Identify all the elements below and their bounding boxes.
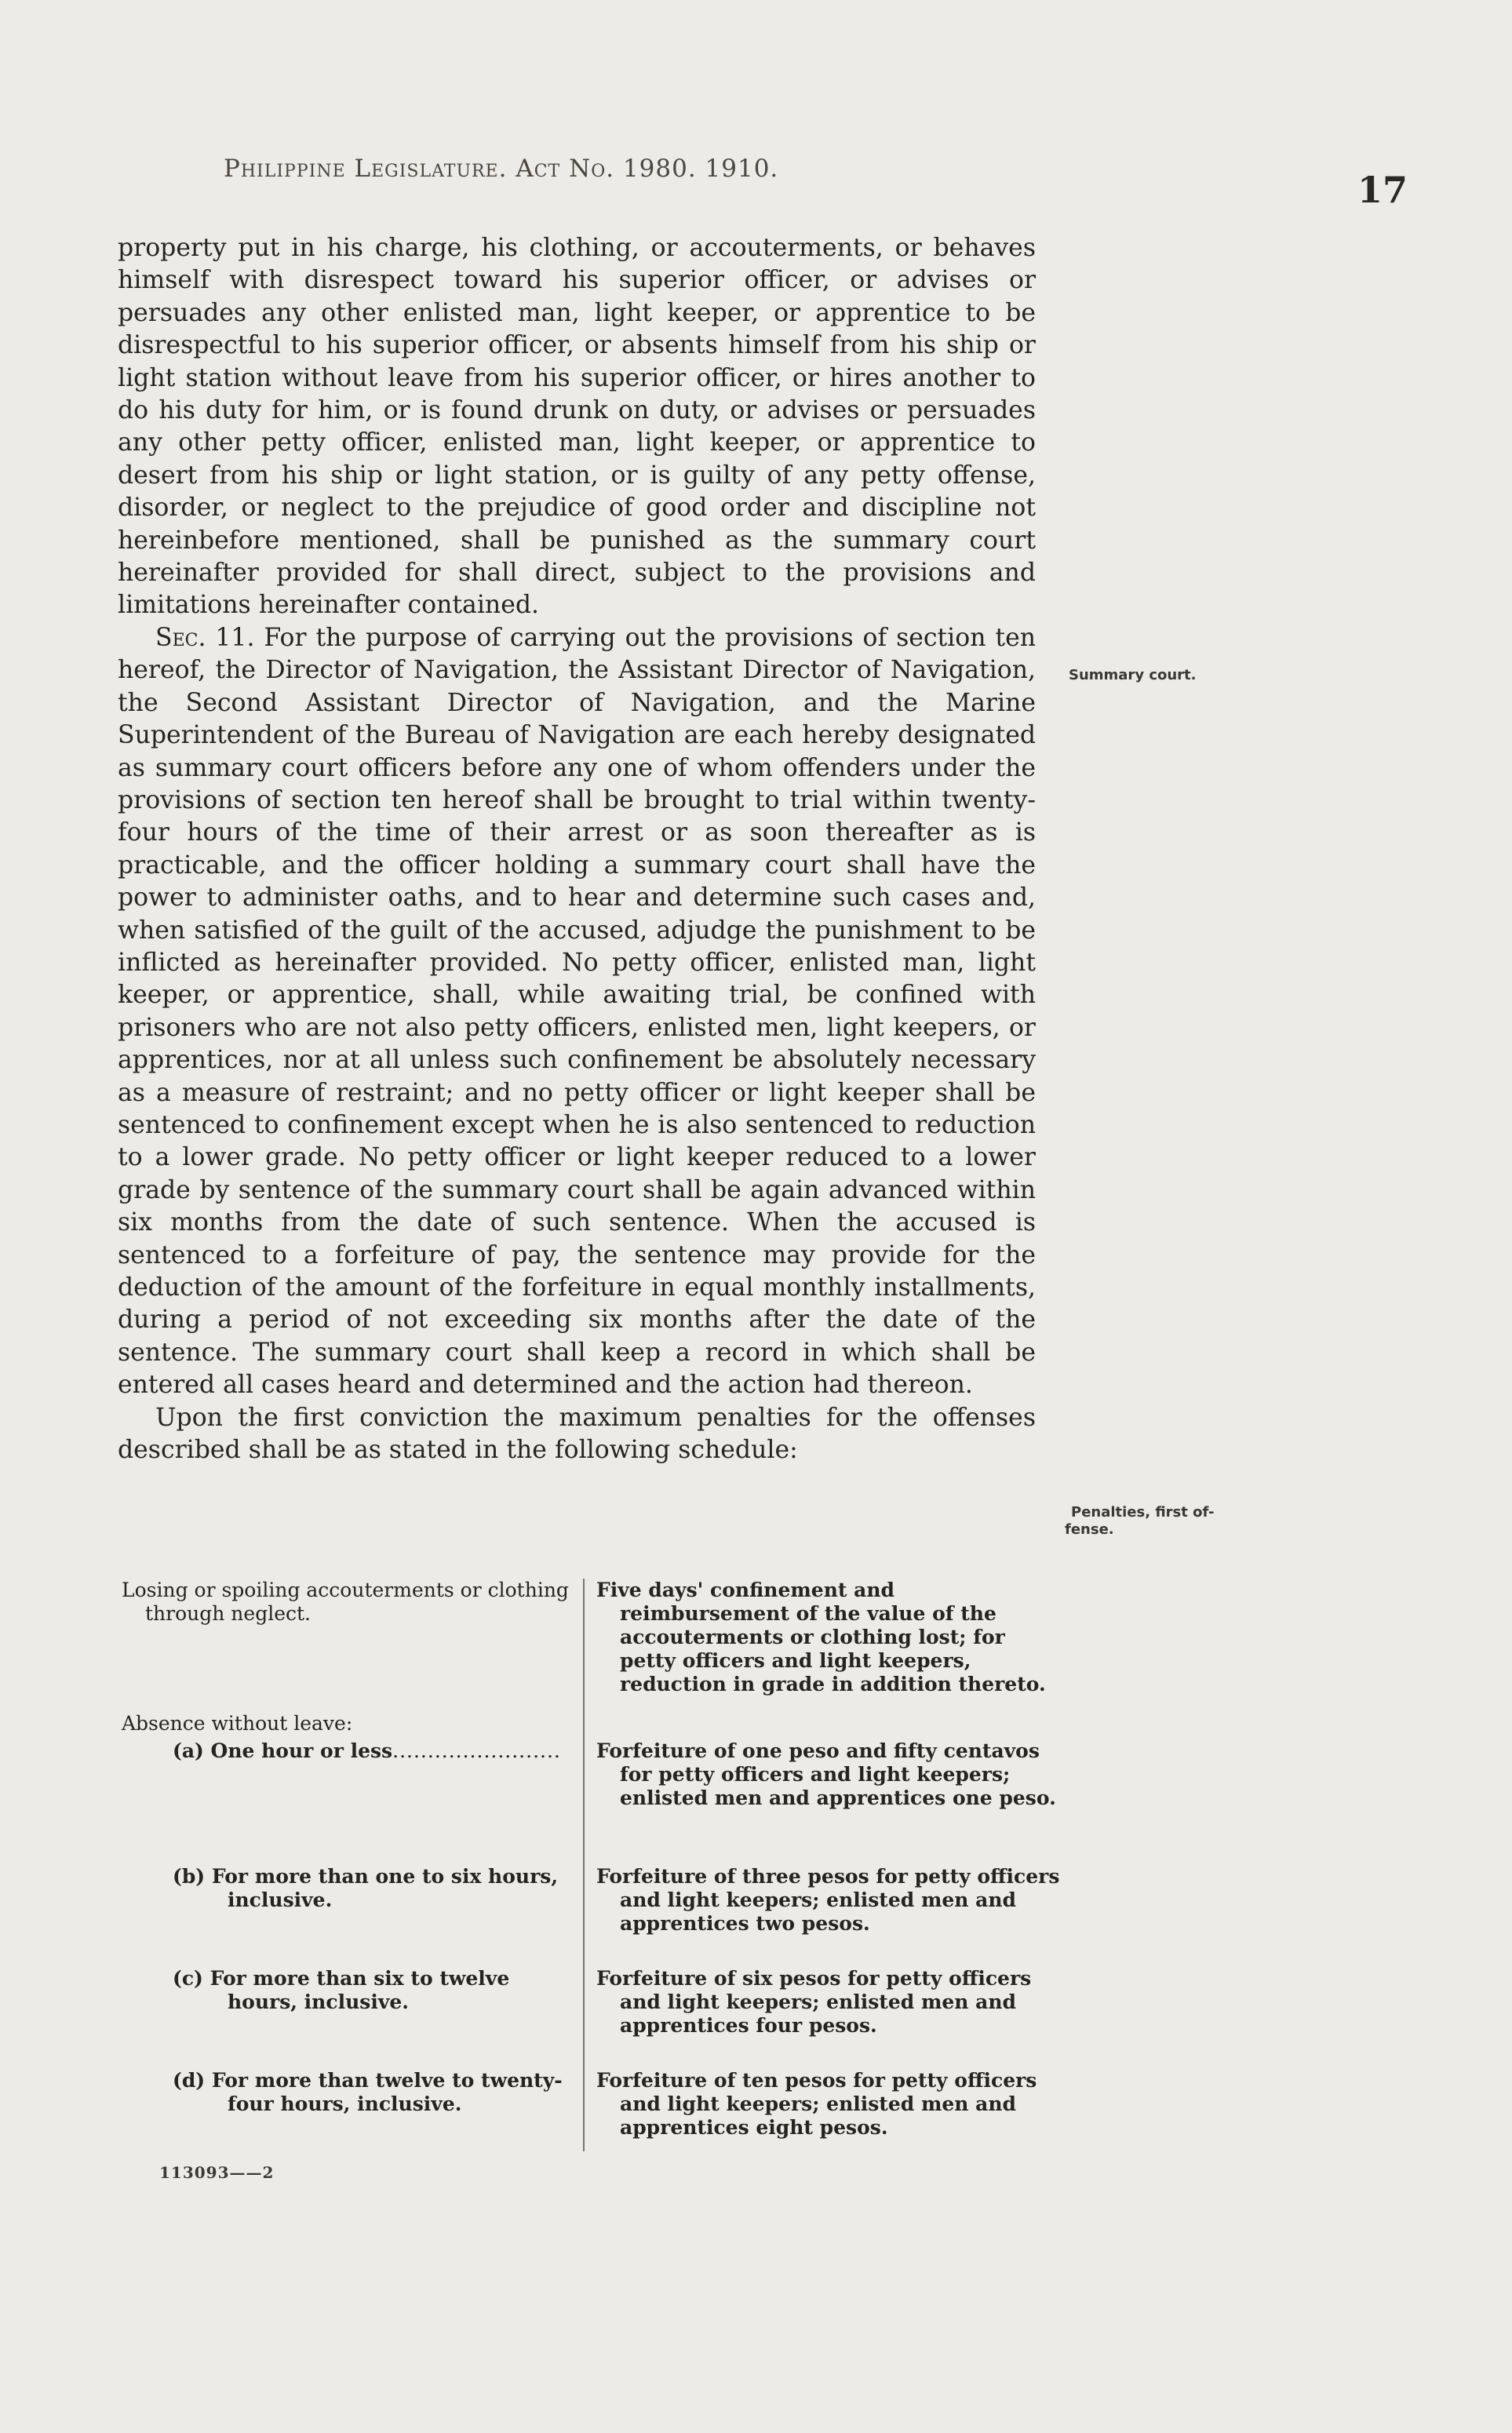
paragraph-schedule-intro: Upon the first conviction the maximum penalties for the offenses described shall be as stated in the following schedule:	[118, 1403, 1036, 1465]
penalty-text: Forfeiture of three pesos for petty officers and light keepers; enlisted men and apprentices two pesos.	[596, 1865, 1060, 1935]
offense-item	[122, 2069, 573, 2116]
offense-item	[122, 1967, 573, 2014]
section-11-text: For the purpose of carrying out the provisions of section ten hereof, the Director of Navigation, the Assistant Director of Navigation, the Second Assistant Director of Navigation, and the Marine Superintendent of the Bureau of Navigation are each hereby designated as summary court officers before any one of whom offenders under the provisions of section ten hereof shall be brought to trial within twenty-four hours of the time of their arrest or as soon thereafter as is practicable, and the officer holding a summary court shall have the power to administer oaths, and to hear and determine such cases and, when satisfied of the guilt of the accused, adjudge the punishment to be inflicted as hereinafter provided. No petty officer, enlisted man, light keeper, or apprentice, shall, while awaiting trial, be confined with prisoners who are not also petty officers, enlisted men, light keepers, or apprentices, nor at all unless such confinement be absolutely necessary as a measure of restraint; and no petty officer or light keeper shall be sentenced to confinement except when he is also sentenced to reduction to a lower grade. No petty officer or light keeper reduced to a lower grade by sentence of the summary court shall be again advanced within six months from the date of such sentence. When the accused is sentenced to a forfeiture of pay, the sentence may provide for the deduction of the amount of the forfeiture in equal monthly installments, during a period of not exceeding six months after the date of the sentence. The summary court shall keep a record in which shall be entered all cases heard and determined and the action had thereon.	[118, 623, 1036, 1400]
printer-code: 113093——2	[159, 2163, 275, 2182]
paragraph-section-11	[118, 622, 1036, 1402]
margin-note-penalties-line1: Penalties, first of-	[1071, 1504, 1215, 1521]
margin-note-penalties	[1065, 1504, 1215, 1539]
body-text	[118, 232, 1036, 1466]
absence-heading: Absence without leave:	[122, 1712, 353, 1735]
penalty-text: Forfeiture of one peso and fifty centavos for petty officers and light keepers; enlisted men and apprentices one peso.	[596, 1739, 1056, 1809]
offense-label: (b) For more than one to six hours, inclusive.	[173, 1865, 559, 1911]
section-label: Sec. 11.	[155, 623, 255, 652]
paragraph-continuation: property put in his charge, his clothing, or accouterments, or behaves himself with disrespect toward his superior officer, or advises or persuades any other enlisted man, light keeper, or apprentice to be disrespectful to his superior officer, or absents himself from his ship or light station without leave from his superior officer, or hires another to do his duty for him, or is found drunk on duty, or advises or persuades any other petty officer, enlisted man, light keeper, or apprentice to desert from his ship or light station, or is guilty of any petty offense, disorder, or neglect to the prejudice of good order and discipline not hereinbefore mentioned, shall be punished as the summary court hereinafter provided for shall direct, subject to the provisions and limitations hereinafter contained.	[118, 234, 1036, 620]
penalty-text: Forfeiture of six pesos for petty officers and light keepers; enlisted men and apprentices four pesos.	[596, 1967, 1032, 2037]
offense-label: (a) One hour or less	[173, 1739, 393, 1762]
offense-item	[122, 1739, 573, 1763]
offense-label: (c) For more than six to twelve hours, inclusive.	[173, 1967, 510, 2013]
dot-leader: ........................	[392, 1739, 561, 1762]
page-number: 17	[1357, 169, 1408, 211]
column-divider	[583, 1579, 585, 2151]
offense-label: (d) For more than twelve to twenty-four hours, inclusive.	[173, 2069, 563, 2115]
offense-item	[122, 1865, 573, 1912]
running-head: Philippine Legislature. Act No. 1980. 1910.	[224, 155, 779, 183]
penalty-text: Five days' confinement and reimbursement of the value of the accouterments or clothing lost; for petty officers and light keepers, reduction in grade in addition thereto.	[596, 1579, 1046, 1695]
margin-note-summary-court: Summary court.	[1069, 667, 1197, 683]
penalty-text: Forfeiture of ten pesos for petty officers and light keepers; enlisted men and apprentices eight pesos.	[596, 2069, 1037, 2139]
offense-text: Losing or spoiling accouterments or clothing through neglect.	[122, 1579, 569, 1625]
margin-note-penalties-line2: fense.	[1065, 1521, 1114, 1538]
